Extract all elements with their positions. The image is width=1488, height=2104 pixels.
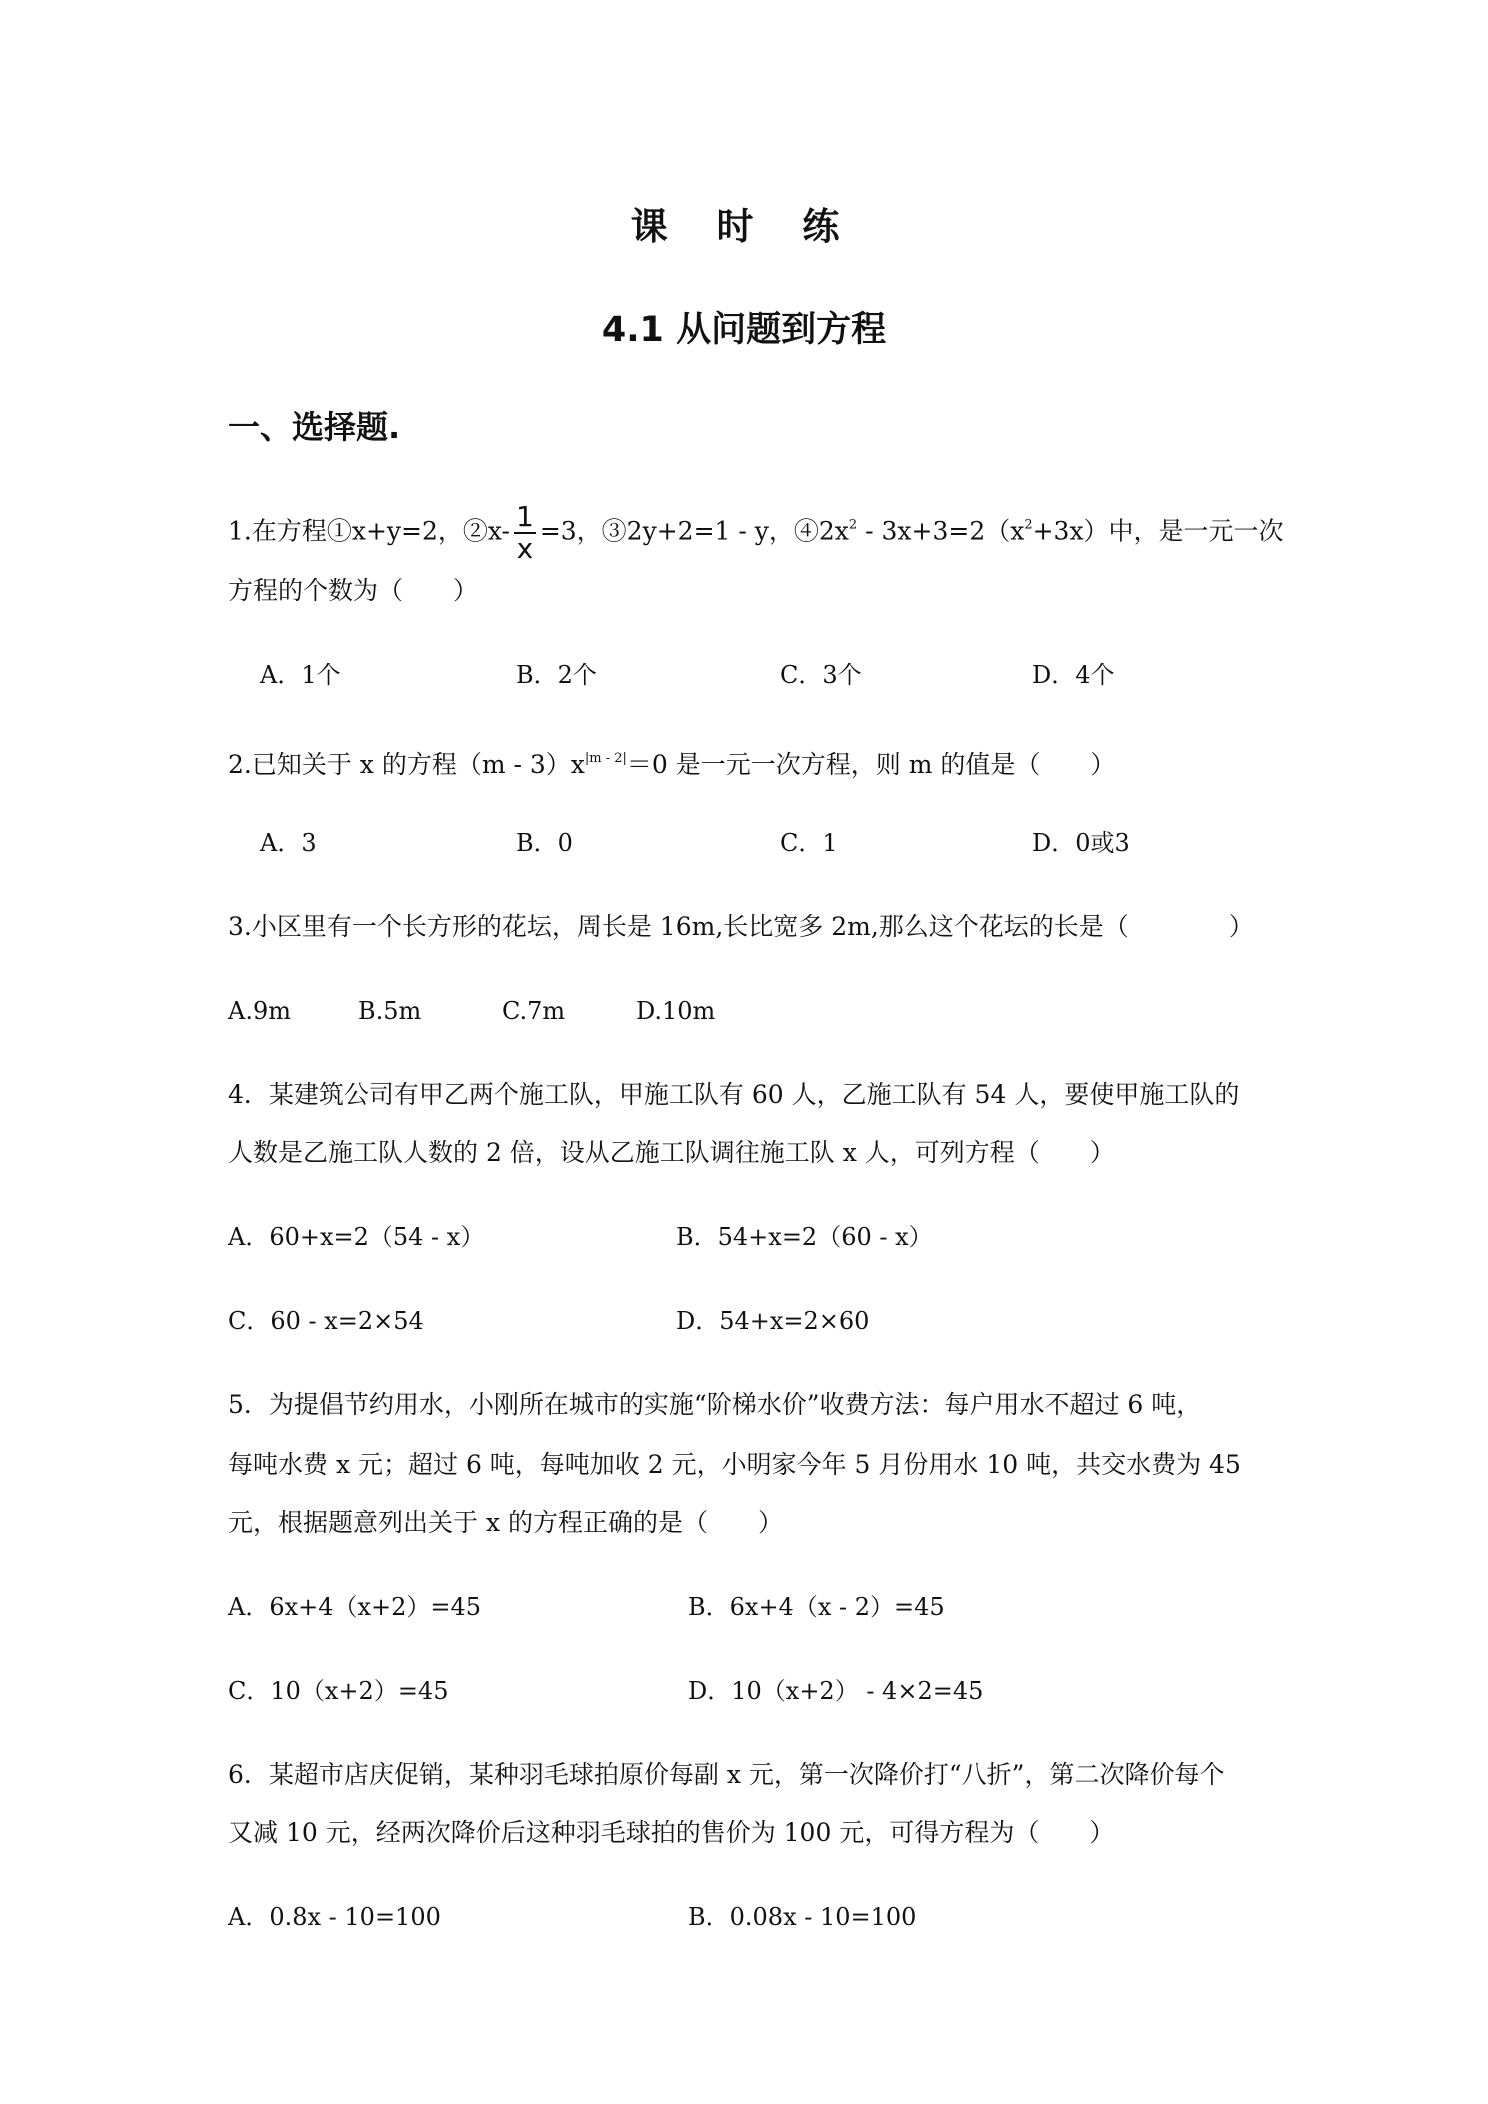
q1-option-b: B．2个: [516, 661, 597, 689]
question-4-line-2: 人数是乙施工队人数的 2 倍，设从乙施工队调往施工队 x 人，可列方程（ ）: [228, 1138, 1115, 1167]
lesson-title: 4.1 从问题到方程: [601, 310, 887, 350]
q5-option-a: A．6x+4（x+2）=45: [228, 1593, 482, 1621]
q2-option-b: B．0: [516, 829, 573, 857]
q1-eq4: +3x）中，是一元一次: [1032, 516, 1284, 546]
q5-option-b: B．6x+4（x - 2）=45: [688, 1593, 945, 1621]
q6-option-b: B．0.08x - 10=100: [688, 1903, 917, 1931]
q2-text-a: 2.已知关于 x 的方程（m - 3）x: [228, 750, 585, 779]
q1-sup2: 2: [1024, 517, 1033, 533]
question-5-line-2: 每吨水费 x 元；超过 6 吨，每吨加收 2 元，小明家今年 5 月份用水 10 吨，共交水费为 45: [228, 1450, 1241, 1479]
q4-option-d: D．54+x=2×60: [676, 1307, 870, 1335]
q3-option-c: C.7m: [502, 997, 566, 1025]
q1-eq1: x+y=2，②x: [351, 516, 502, 546]
fraction-numerator: 1: [516, 500, 534, 533]
question-3: 3.小区里有一个长方形的花坛，周长是 16m,长比宽多 2m,那么这个花坛的长是（ ）: [228, 912, 1254, 941]
section-heading: 一、选择题.: [228, 408, 401, 446]
question-1-line-1: [228, 502, 1284, 564]
question-6-line-1: 6．某超市店庆促销，某种羽毛球拍原价每副 x 元，第一次降价打“八折”，第二次降价每个: [228, 1760, 1225, 1789]
q4-option-c: C．60 - x=2×54: [228, 1307, 424, 1335]
q4-option-b: B．54+x=2（60 - x）: [676, 1223, 933, 1251]
q5-option-c: C．10（x+2）=45: [228, 1677, 449, 1705]
fraction-denominator: x: [516, 532, 534, 565]
page-title: 课 时 练: [630, 205, 858, 248]
q2-option-d: D．0或3: [1032, 829, 1130, 857]
q1-fraction: [514, 502, 536, 564]
q1-prefix: 1.在方程①: [228, 516, 352, 546]
q3-option-a: A.9m: [228, 997, 291, 1025]
q2-option-c: C．1: [780, 829, 838, 857]
q2-text-b: ＝0 是一元一次方程，则 m 的值是（ ）: [626, 750, 1116, 779]
question-5-line-3: 元，根据题意列出关于 x 的方程正确的是（ ）: [228, 1508, 783, 1537]
q2-exponent: |m - 2|: [584, 751, 627, 766]
q1-minus: -: [501, 516, 510, 546]
q4-option-a: A．60+x=2（54 - x）: [228, 1223, 485, 1251]
question-1-line-2: 方程的个数为（ ）: [228, 576, 479, 605]
q3-option-b: B.5m: [358, 997, 422, 1025]
q1-option-c: C．3个: [780, 661, 862, 689]
q3-option-d: D.10m: [636, 997, 716, 1025]
q5-option-d: D．10（x+2） - 4×2=45: [688, 1677, 984, 1705]
q6-option-a: A．0.8x - 10=100: [228, 1903, 441, 1931]
question-4-line-1: 4．某建筑公司有甲乙两个施工队，甲施工队有 60 人，乙施工队有 54 人，要使甲施工队的: [228, 1080, 1240, 1109]
q1-option-a: A．1个: [260, 661, 341, 689]
question-2: [228, 744, 1115, 780]
q1-sup1: 2: [848, 517, 858, 533]
q1-eq3: - 3x+3=2（x: [857, 516, 1025, 546]
question-6-line-2: 又减 10 元，经两次降价后这种羽毛球拍的售价为 100 元，可得方程为（ ）: [228, 1818, 1115, 1847]
q1-option-d: D．4个: [1032, 661, 1115, 689]
q2-option-a: A．3: [260, 829, 317, 857]
question-5-line-1: 5．为提倡节约用水，小刚所在城市的实施“阶梯水价”收费方法：每户用水不超过 6 吨，: [228, 1390, 1202, 1419]
q1-eq2: =3，③2y+2=1 - y，④2x: [539, 516, 849, 546]
